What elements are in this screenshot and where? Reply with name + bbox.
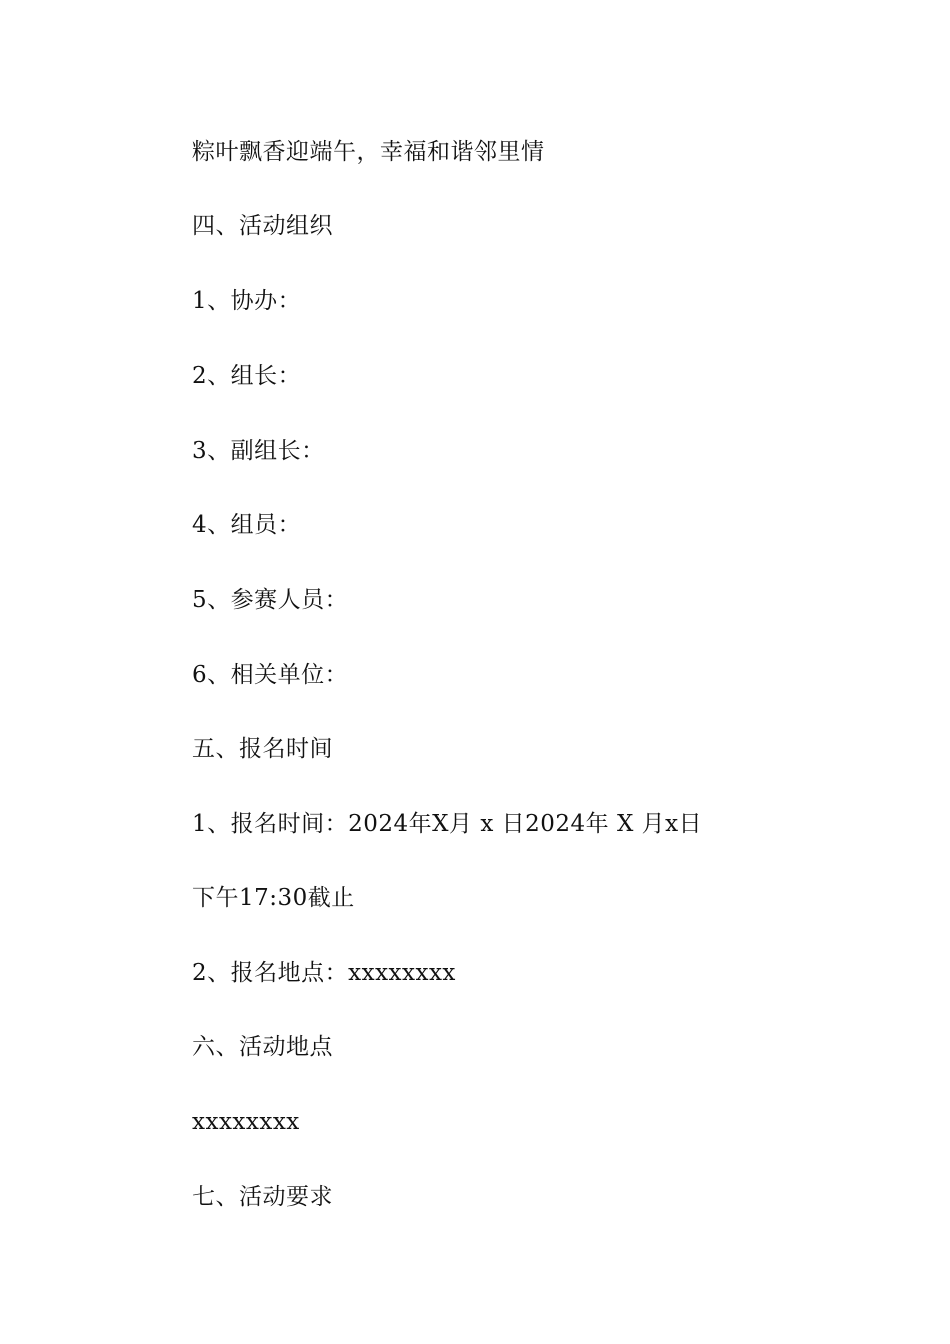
section-heading-organization: 四、活动组织 xyxy=(192,213,333,239)
section-heading-venue: 六、活动地点 xyxy=(192,1034,333,1060)
item-registration-time: 1、报名时间：2024年X月 x 日2024年 X 月x日 xyxy=(192,811,703,837)
item-deputy-leader: 3、副组长： xyxy=(192,438,325,464)
item-related-units: 6、相关单位： xyxy=(192,662,349,688)
section-heading-registration-time: 五、报名时间 xyxy=(192,736,333,762)
item-team-leader: 2、组长： xyxy=(192,363,302,389)
item-participants: 5、参赛人员： xyxy=(192,587,349,613)
section-heading-requirements: 七、活动要求 xyxy=(192,1184,333,1210)
venue-text: xxxxxxxx xyxy=(192,1109,300,1135)
item-registration-place: 2、报名地点：xxxxxxxx xyxy=(192,960,456,986)
item-co-organizer: 1、协办： xyxy=(192,288,302,314)
item-registration-deadline: 下午17:30截止 xyxy=(192,885,355,911)
event-slogan: 粽叶飘香迎端午，幸福和谐邻里情 xyxy=(192,139,545,165)
item-team-members: 4、组员： xyxy=(192,512,302,538)
